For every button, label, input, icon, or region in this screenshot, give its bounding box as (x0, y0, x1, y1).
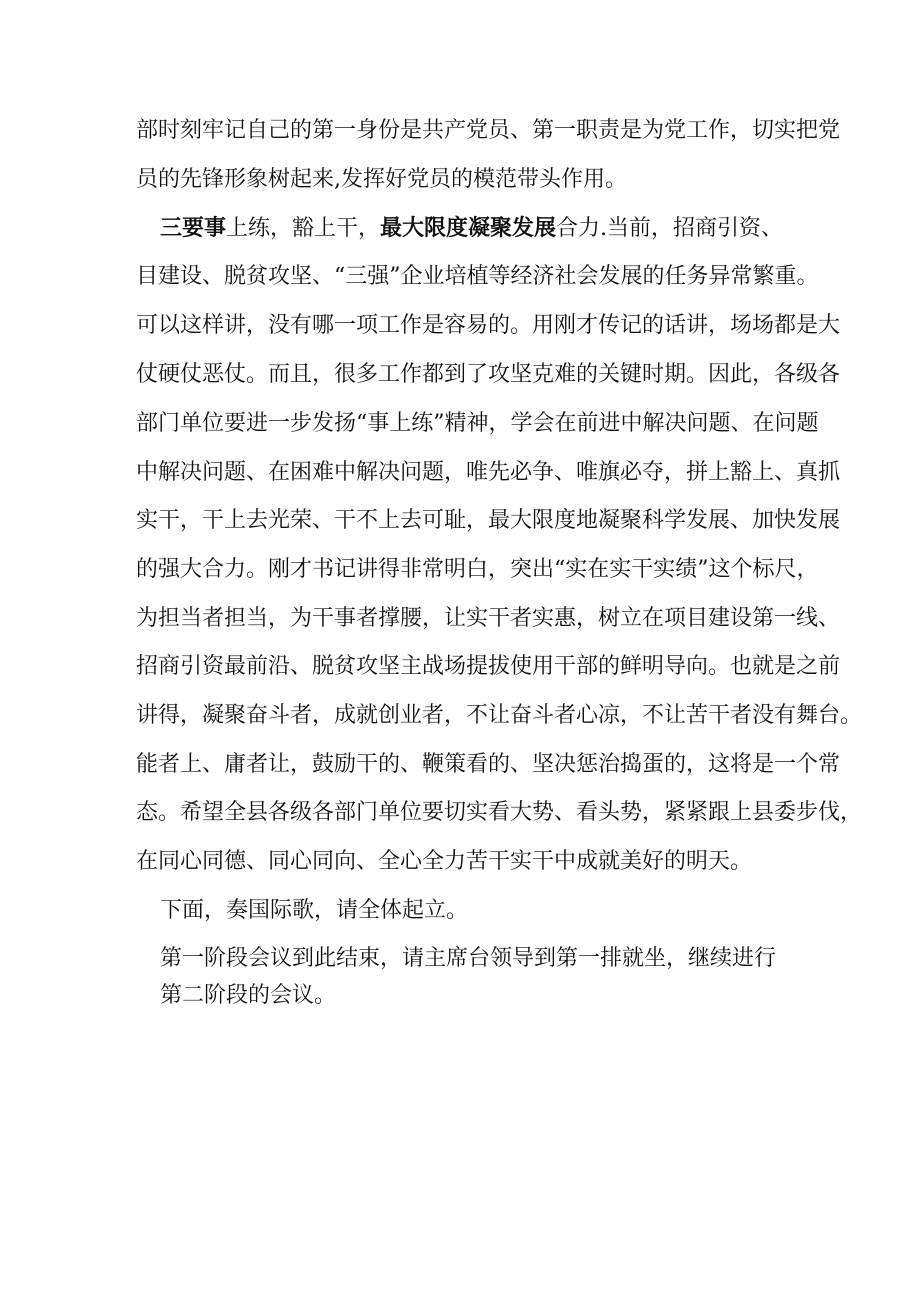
heading-text-segment: 合力.当前，招商引资、 (556, 216, 784, 241)
paragraph-line: 在同心同德、同心同向、全心全力苦干实干中成就美好的明天。 (136, 849, 753, 874)
heading-text-segment: 上练，豁上干， (226, 216, 381, 241)
paragraph-line: 招商引资最前沿、脱贫攻坚主战场提拔使用干部的鲜明导向。也就是之前 (136, 654, 841, 679)
paragraph-line: 部门单位要进一步发扬“事上练”精神，学会在前进中解决问题、在问题 (136, 411, 819, 436)
bold-heading-segment: 最大限度凝聚发展 (380, 216, 557, 241)
paragraph-line: 目建设、脱贫攻坚、“三强”企业培植等经济社会发展的任务异常繁重。 (136, 264, 819, 289)
paragraph-heading-line (160, 214, 783, 244)
paragraph-line: 态。希望全县各级各部门单位要切实看大势、看头势，紧紧跟上县委步伐， (136, 800, 863, 825)
paragraph-line: 的强大合力。刚才书记讲得非常明白，突出“实在实干实绩”这个标尺， (136, 557, 819, 582)
paragraph-line: 下面，奏国际歌，请全体起立。 (160, 898, 469, 923)
paragraph-line: 员的先锋形象树起来,发挥好党员的模范带头作用。 (136, 167, 627, 192)
paragraph-line: 第一阶段会议到此结束，请主席台领导到第一排就坐，继续进行 (160, 946, 777, 971)
paragraph-line: 为担当者担当，为干事者撑腰，让实干者实惠，树立在项目建设第一线、 (136, 606, 841, 631)
bold-heading-segment: 三要事 (160, 216, 227, 241)
paragraph-line: 可以这样讲，没有哪一项工作是容易的。用刚才传记的话讲，场场都是大 (136, 313, 841, 338)
paragraph-line: 实干，干上去光荣、干不上去可耻，最大限度地凝聚科学发展、加快发展 (136, 508, 841, 533)
paragraph-line: 第二阶段的会议。 (160, 983, 337, 1008)
paragraph-line: 部时刻牢记自己的第一身份是共产党员、第一职责是为党工作，切实把党 (136, 118, 841, 143)
paragraph-line: 能者上、庸者让，鼓励干的、鞭策看的、坚决惩治捣蛋的，这将是一个常 (136, 752, 841, 777)
paragraph-line: 中解决问题、在困难中解决问题，唯先必争、唯旗必夺，拼上豁上、真抓 (136, 460, 841, 485)
paragraph-line: 讲得，凝聚奋斗者，成就创业者，不让奋斗者心凉，不让苦干者没有舞台。 (136, 703, 863, 728)
paragraph-line: 仗硬仗恶仗。而且，很多工作都到了攻坚克难的关键时期。因此，各级各 (136, 362, 841, 387)
